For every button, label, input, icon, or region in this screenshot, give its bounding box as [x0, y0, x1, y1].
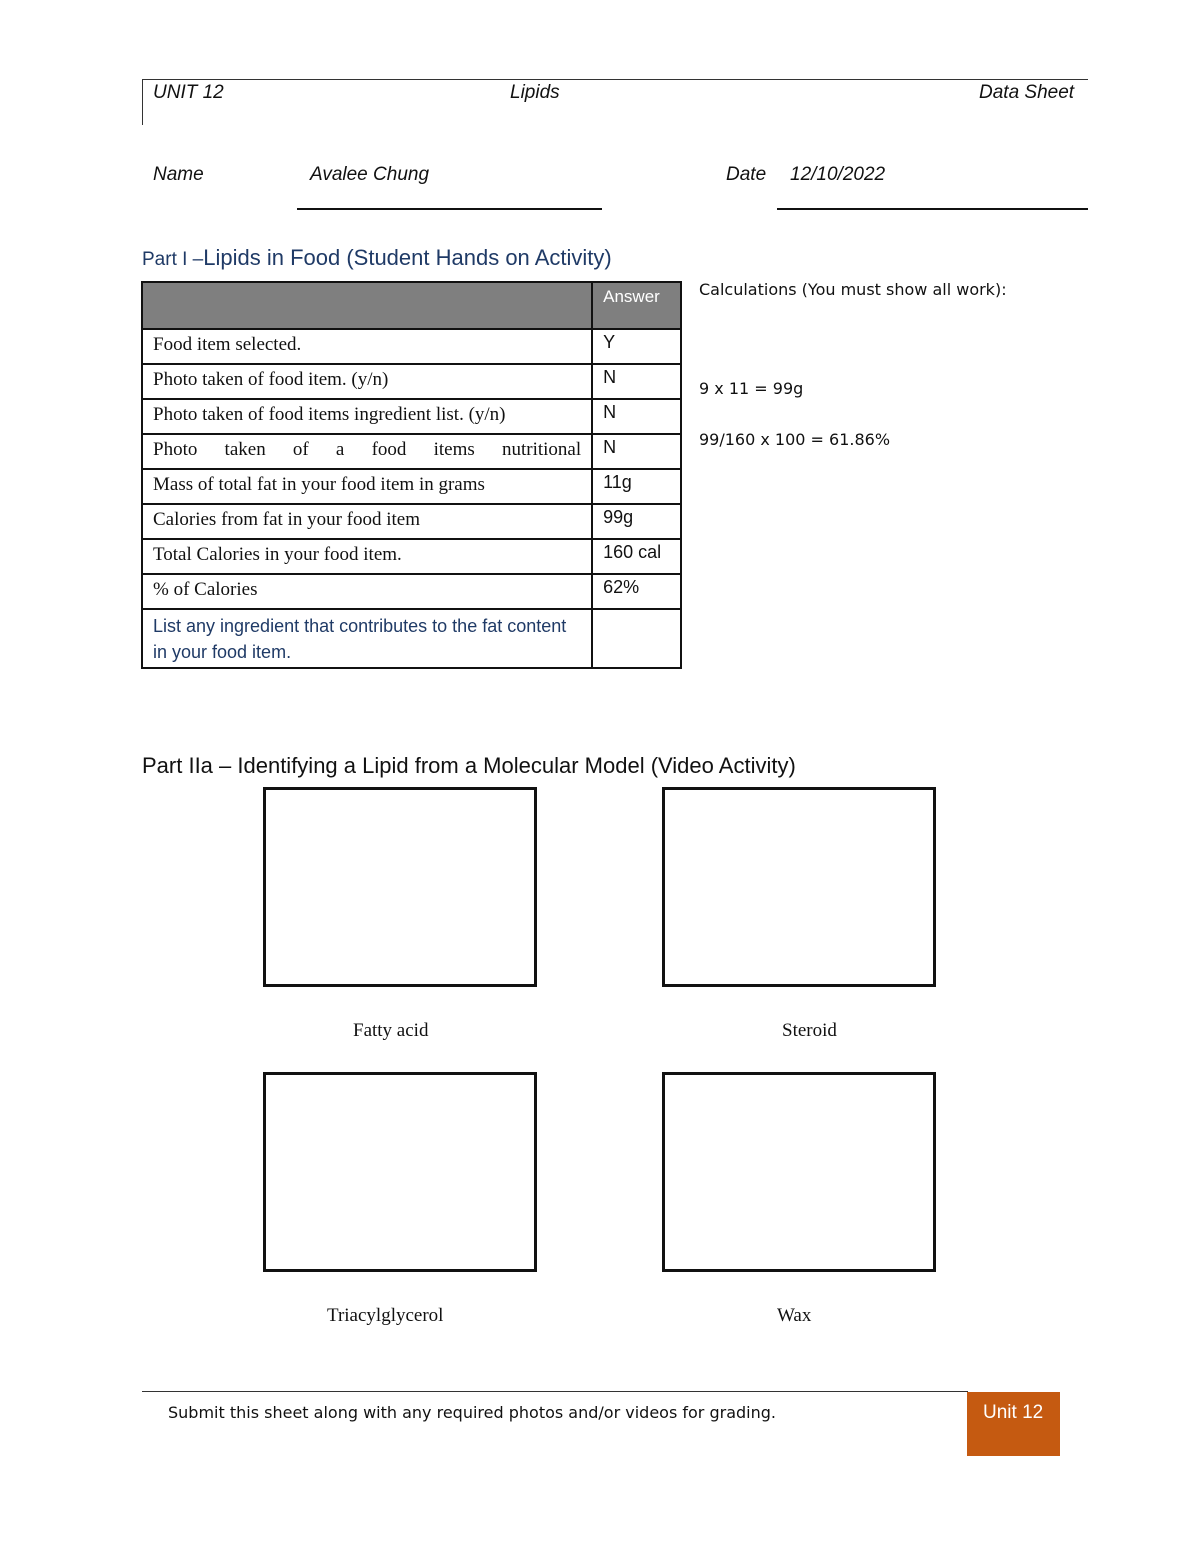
calculation-line[interactable]: 99/160 x 100 = 61.86%: [699, 430, 891, 449]
answer-cell[interactable]: 99g: [592, 504, 681, 539]
header-topic: Lipids: [510, 82, 560, 103]
question-cell: Calories from fat in your food item: [142, 504, 592, 539]
header-unit: UNIT 12: [153, 82, 224, 103]
answer-cell[interactable]: 62%: [592, 574, 681, 609]
table-header-row: [142, 282, 681, 329]
question-cell: Photo taken of food items ingredient list. (y/n): [142, 399, 592, 434]
question-cell: List any ingredient that contributes to the fat content in your food item.: [142, 609, 592, 668]
lipids-data-table: [141, 281, 682, 669]
table-row: [142, 539, 681, 574]
question-cell: Food item selected.: [142, 329, 592, 364]
part1-title-main: Lipids in Food (Student Hands on Activity): [203, 245, 612, 270]
answer-cell[interactable]: N: [592, 434, 681, 469]
date-label: Date: [726, 164, 767, 185]
question-cell: Total Calories in your food item.: [142, 539, 592, 574]
fatty-acid-caption: Fatty acid: [353, 1020, 429, 1041]
header-sheet: Data Sheet: [979, 82, 1075, 103]
table-row: [142, 399, 681, 434]
part2-title: Part IIa – Identifying a Lipid from a Molecular Model (Video Activity): [142, 753, 796, 778]
answer-cell[interactable]: N: [592, 399, 681, 434]
header-left-border: [142, 79, 143, 125]
unit-badge: [967, 1392, 1060, 1456]
header-rule: [142, 79, 1088, 80]
answer-cell[interactable]: 160 cal: [592, 539, 681, 574]
table-row: [142, 609, 681, 668]
unit-badge-label: Unit 12: [983, 1402, 1044, 1423]
question-cell: Photo taken of a food items nutritional: [142, 434, 592, 469]
table-row: [142, 434, 681, 469]
question-cell: % of Calories: [142, 574, 592, 609]
answer-cell[interactable]: N: [592, 364, 681, 399]
answer-cell[interactable]: [592, 609, 681, 668]
answer-cell[interactable]: 11g: [592, 469, 681, 504]
footer-rule: [142, 1391, 968, 1392]
calculation-line[interactable]: 9 x 11 = 99g: [699, 379, 804, 398]
question-cell: Photo taken of food item. (y/n): [142, 364, 592, 399]
wax-image-box[interactable]: [662, 1072, 936, 1272]
name-value[interactable]: Avalee Chung: [310, 164, 430, 185]
footer-note: Submit this sheet along with any required photos and/or videos for grading.: [168, 1403, 776, 1422]
name-label: Name: [153, 164, 204, 185]
answer-cell[interactable]: Y: [592, 329, 681, 364]
steroid-caption: Steroid: [782, 1020, 837, 1041]
part1-title-prefix: Part I –: [142, 249, 204, 270]
wax-caption: Wax: [777, 1305, 812, 1326]
table-row: [142, 329, 681, 364]
table-row: [142, 574, 681, 609]
name-underline: [297, 208, 602, 210]
part1-title: [142, 245, 612, 271]
table-row: [142, 364, 681, 399]
answer-header: Answer: [592, 282, 681, 329]
date-underline: [777, 208, 1088, 210]
date-value[interactable]: 12/10/2022: [790, 164, 886, 185]
table-row: [142, 504, 681, 539]
calculations-label: Calculations (You must show all work):: [699, 280, 1007, 299]
table-row: [142, 469, 681, 504]
triacylglycerol-caption: Triacylglycerol: [327, 1305, 444, 1326]
triacylglycerol-image-box[interactable]: [263, 1072, 537, 1272]
fatty-acid-image-box[interactable]: [263, 787, 537, 987]
question-cell: Mass of total fat in your food item in grams: [142, 469, 592, 504]
table-header-blank: [142, 282, 592, 329]
steroid-image-box[interactable]: [662, 787, 936, 987]
